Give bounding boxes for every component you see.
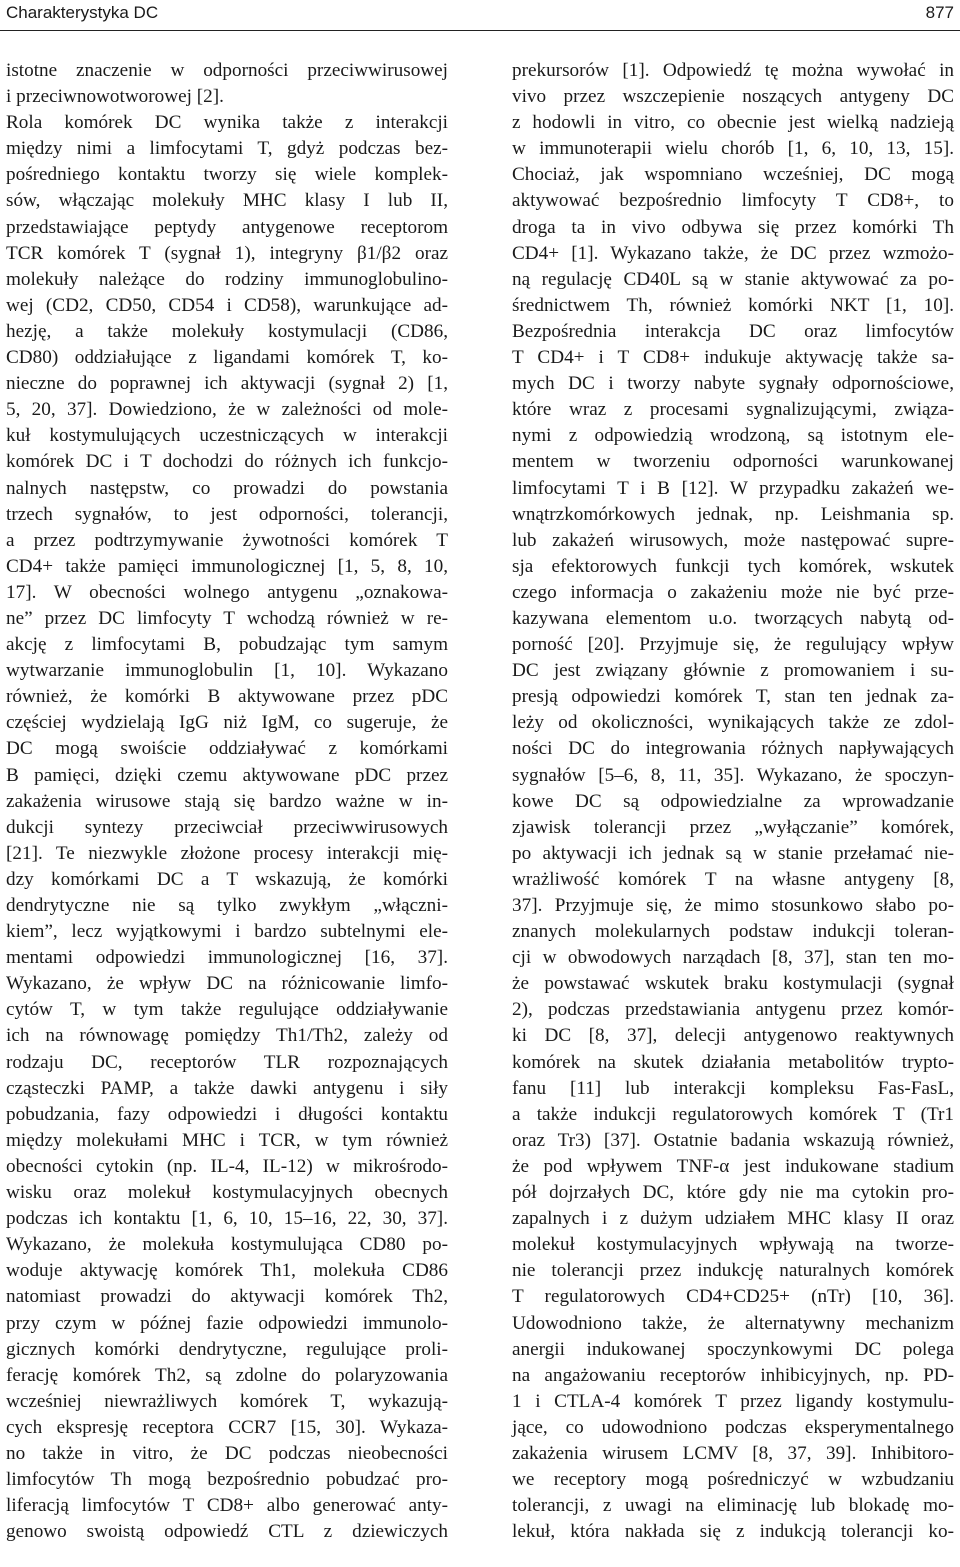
text-line: wnątrzkomórkowych jednak, np. Leishmania sp. (512, 503, 954, 525)
text-line: jące, co udowodniono podczas eksperymentalnego (512, 1416, 954, 1438)
text-line: wej (CD2, CD50, CD54 i CD58), warunkujące ad- (6, 294, 448, 316)
text-line: oraz Tr3) [37]. Ostatnie badania wskazują również, (512, 1129, 954, 1151)
text-line: genowo swoistą odpowiedź CTL z dziewiczych (6, 1521, 448, 1543)
text-line: ne” przez DC limfocyty T wchodzą również w re- (6, 607, 448, 629)
text-line: cząsteczki PAMP, a także dawki antygenu i siły (6, 1077, 448, 1099)
text-line: kiem”, lecz wyjątkowymi i bardzo subtelnymi ele- (6, 921, 448, 943)
text-line: wytwarzanie immunoglobulin [1, 10]. Wykazano (6, 660, 448, 682)
text-line: trzech sygnałów, to jest odporności, tolerancji, (6, 503, 448, 525)
text-line: aktywować bezpośrednio limfocyty T CD8+, to (512, 190, 954, 212)
text-line: Bezpośrednia interakcja DC oraz limfocytów (512, 320, 954, 342)
text-line: 37]. Przyjmuje się, że mimo stosunkowo słabo po- (512, 895, 954, 916)
text-line: dukcji syntezy przeciwciał przeciwwirusowych (6, 816, 448, 838)
text-line: komórek na skutek działania metabolitów trypto- (512, 1051, 954, 1073)
text-line: również, że komórki B aktywowane przez pDC (6, 686, 448, 708)
text-line: istotne znaczenie w odporności przeciwwirusowej (6, 60, 448, 81)
text-line: że pod wpływem TNF-α jest indukowane stadium (512, 1155, 954, 1177)
text-line: leży od okoliczności, wynikających także ze zdol- (512, 712, 954, 734)
text-line: sja efektorowych funkcji tych komórek, wskutek (512, 555, 954, 577)
text-line: vivo przez wszczepienie noszących antygeny DC (512, 86, 954, 108)
text-line: anergii indukowanej spoczynkowymi DC polega (512, 1338, 954, 1360)
text-line: tolerancji, z uwagi na eliminację lub blokadę mo- (512, 1495, 954, 1517)
text-line: CD80) oddziałujące z ligandami komórek T, ko- (6, 347, 448, 369)
text-line: po aktywacji ich jednak są w stanie przełamać nie- (512, 842, 954, 864)
text-line: no także in vitro, że DC podczas nieobecności (6, 1442, 448, 1464)
text-line: limfocytami T i B [12]. W przypadku zakażeń we- (512, 477, 954, 499)
text-line: obecności cytokin (np. IL-4, IL-12) w mikrośrodo- (6, 1155, 448, 1177)
text-line: CD4+ [1]. Wykazano także, że DC przez wzmożo- (512, 242, 954, 264)
text-line: podczas ich kontaktu [1, 6, 10, 15–16, 22, 30, 37]. (6, 1208, 448, 1230)
left-column (6, 58, 448, 1545)
page-number: 877 (925, 3, 954, 22)
text-line: we receptory mogą pośredniczyć w wzbudzaniu (512, 1469, 954, 1491)
text-line: które wraz z procesami sygnalizującymi, związa- (512, 399, 954, 421)
text-line: wrażliwość komórek T na własne antygeny [8, (512, 868, 954, 890)
text-line: cji w obwodowych narządach [8, 37], stan ten mo- (512, 947, 954, 969)
text-line: mentem w tworzeniu odporności warunkowanej (512, 451, 954, 473)
text-line: CD4+ także pamięci immunologicznej [1, 5, 8, 10, (6, 555, 448, 577)
text-line: prekursorów [1]. Odpowiedź tę można wywołać in (512, 60, 954, 81)
text-line: ną regulację CD40L są w stanie aktywować za po- (512, 268, 954, 290)
text-line: liferacją limfocytów T CD8+ albo generować anty- (6, 1495, 448, 1517)
text-line: molekuł kostymulacyjnych wpływają na tworze- (512, 1234, 954, 1256)
text-line: nalnych następstw, co prowadzi do powstania (6, 477, 448, 499)
text-line: nie tolerancji przez indukcję naturalnych komórek (512, 1260, 954, 1282)
text-line: Wykazano, że molekuła kostymulująca CD80 po- (6, 1234, 448, 1256)
text-line: porność [20]. Przyjmuje się, że regulujący wpływ (512, 634, 954, 656)
text-line: cych ekspresję receptora CCR7 [15, 30]. Wykaza- (6, 1416, 448, 1438)
text-line: fanu [11] lub interakcji kompleksu Fas-FasL, (512, 1077, 954, 1099)
text-line: gicznych komórki dendrytyczne, regulujące proli- (6, 1338, 448, 1360)
text-line: hezję, a także molekuły kostymulacji (CD86, (6, 320, 448, 342)
text-line: 17]. W obecności wolnego antygenu „oznakowa- (6, 581, 448, 603)
text-line: zjawisk tolerancji przez „wyłączanie” komórek, (512, 816, 954, 838)
text-line: sygnałów [5–6, 8, 11, 35]. Wykazano, że spoczyn- (512, 764, 954, 786)
text-line: DC mogą swoiście oddziaływać z komórkami (6, 738, 448, 760)
text-line: lub zakażeń wirusowych, może następować supre- (512, 529, 954, 551)
text-line: woduje aktywację komórek Th1, molekuła CD86 (6, 1260, 448, 1282)
text-line: Chociaż, jak wspomniano wcześniej, DC mogą (512, 164, 954, 186)
running-header (0, 0, 960, 31)
text-line: dendrytyczne nie są tylko zwykłym „włączni- (6, 895, 448, 916)
text-line: rodzaju DC, receptorów TLR rozpoznających (6, 1051, 448, 1073)
text-line: znanych molekularnych podstaw indukcji toleran- (512, 921, 954, 943)
text-line: sów, włączając molekuły MHC klasy I lub II, (6, 190, 448, 212)
text-line: natomiast prowadzi do aktywacji komórek Th2, (6, 1286, 448, 1308)
text-line: ich na równowagę pomiędzy Th1/Th2, zależy od (6, 1025, 448, 1047)
text-line: mych DC i tworzy nabyte sygnały odpornościowe, (512, 373, 954, 395)
text-line: 1 i CTLA-4 komórek T przez ligandy kostymulu- (512, 1390, 954, 1412)
text-line: wcześniej niewrażliwych komórek T, wykazują- (6, 1390, 448, 1412)
text-line: dzy komórkami DC a T wskazują, że komórki (6, 868, 448, 890)
text-line: nieczne do poprawnej ich aktywacji (sygnał 2) [1, (6, 373, 448, 395)
text-line: przy czym w późnej fazie odpowiedzi immunolo- (6, 1312, 448, 1334)
text-line: T CD4+ i T CD8+ indukuje aktywację także sa- (512, 347, 954, 369)
text-line: zapalnych i z dużym udziałem MHC klasy II oraz (512, 1208, 954, 1230)
running-title: Charakterystyka DC (6, 3, 159, 22)
text-line: droga ta in vivo odbywa się przez komórki Th (512, 216, 954, 238)
text-line: zakażenia wirusem LCMV [8, 37, 39]. Inhibitoro- (512, 1442, 954, 1464)
text-line: lekuł, która nakłada się z indukcją tolerancji ko- (512, 1521, 954, 1543)
text-line: średnictwem Th, również komórki NKT [1, 10]. (512, 294, 954, 316)
text-line: B pamięci, dzięki czemu aktywowane pDC przez (6, 764, 448, 786)
text-line: wisku oraz molekuł kostymulacyjnych obecnych (6, 1182, 448, 1204)
text-line: w immunoterapii wielu chorób [1, 6, 10, 13, 15]. (512, 138, 954, 160)
text-line: a przez podtrzymywanie żywotności komórek T (6, 529, 448, 551)
text-line: komórek DC i T dochodzi do różnych ich funkcjo- (6, 451, 448, 473)
text-line: cytów T, w tym także regulujące oddziaływanie (6, 999, 448, 1021)
text-line: Wykazano, że wpływ DC na różnicowanie limfo- (6, 973, 448, 995)
text-line: presją odpowiedzi komórek T, stan ten jednak za- (512, 686, 954, 708)
text-line: kuł kostymulujących uczestniczących w interakcji (6, 425, 448, 447)
text-line: częściej wydzielają IgG niż IgM, co sugeruje, że (6, 712, 448, 734)
text-line: limfocytów Th mogą bezpośrednio pobudzać pro- (6, 1469, 448, 1491)
text-line: DC jest związany głównie z promowaniem i su- (512, 660, 954, 682)
text-line: molekuły należące do rodziny immunoglobulino- (6, 268, 448, 290)
text-line: [21]. Te niezwykle złożone procesy interakcji mię- (6, 842, 448, 864)
text-line: między molekułami MHC i TCR, w tym również (6, 1129, 448, 1151)
text-line: przedstawiające peptydy antygenowe receptorom (6, 216, 448, 238)
text-line: akcję z limfocytami B, pobudzając tym samym (6, 634, 448, 656)
text-line: T regulatorowych CD4+CD25+ (nTr) [10, 36]. (512, 1286, 954, 1308)
text-line: ki DC [8, 37], delecji antygenowo reaktywnych (512, 1025, 954, 1047)
text-line: Udowodniono także, że alternatywny mechanizm (512, 1312, 954, 1334)
text-line: 2), podczas przedstawiania antygenu przez komór- (512, 999, 954, 1021)
text-line: mentami odpowiedzi immunologicznej [16, 37]. (6, 947, 448, 969)
text-line: pośredniego kontaktu tworzy się wiele komplek- (6, 164, 448, 186)
text-line: kowe DC są odpowiedzialne za wprowadzanie (512, 790, 954, 812)
text-line: TCR komórek T (sygnał 1), integryny β1/β2 oraz (6, 242, 448, 264)
text-line: ferację komórek Th2, są zdolne do polaryzowania (6, 1364, 448, 1386)
text-line: czego informacja o zakażeniu może nie być prze- (512, 581, 954, 603)
text-line: pobudzania, fazy odpowiedzi i długości kontaktu (6, 1103, 448, 1125)
text-line: nymi z odpowiedzią wrodzoną, są istotnym ele- (512, 425, 954, 447)
text-line: że powstawać wskutek braku kostymulacji (sygnał (512, 973, 954, 995)
text-line: pół dojrzałych DC, które gdy nie ma cytokin pro- (512, 1182, 954, 1204)
text-line: zakażenia wirusowe stają się bardzo ważne w in- (6, 790, 448, 812)
text-line: kazywana elementom u.o. tworzących nabytą od- (512, 607, 954, 629)
text-line: z hodowli in vitro, co obecnie jest wielką nadzieją (512, 112, 954, 134)
text-line: Rola komórek DC wynika także z interakcji (6, 112, 448, 134)
text-line: i przeciwnowotworowej [2]. (6, 86, 224, 108)
text-line: na angażowaniu receptorów inhibicyjnych, np. PD- (512, 1364, 954, 1386)
text-line: 5, 20, 37]. Dowiedziono, że w zależności od mole- (6, 399, 448, 421)
text-line: a także indukcji regulatorowych komórek T (Tr1 (512, 1103, 954, 1125)
text-line: ności DC do integrowania różnych napływających (512, 738, 954, 760)
text-line: między nimi a limfocytami T, gdyż podczas bez- (6, 138, 448, 160)
right-column (512, 58, 954, 1545)
